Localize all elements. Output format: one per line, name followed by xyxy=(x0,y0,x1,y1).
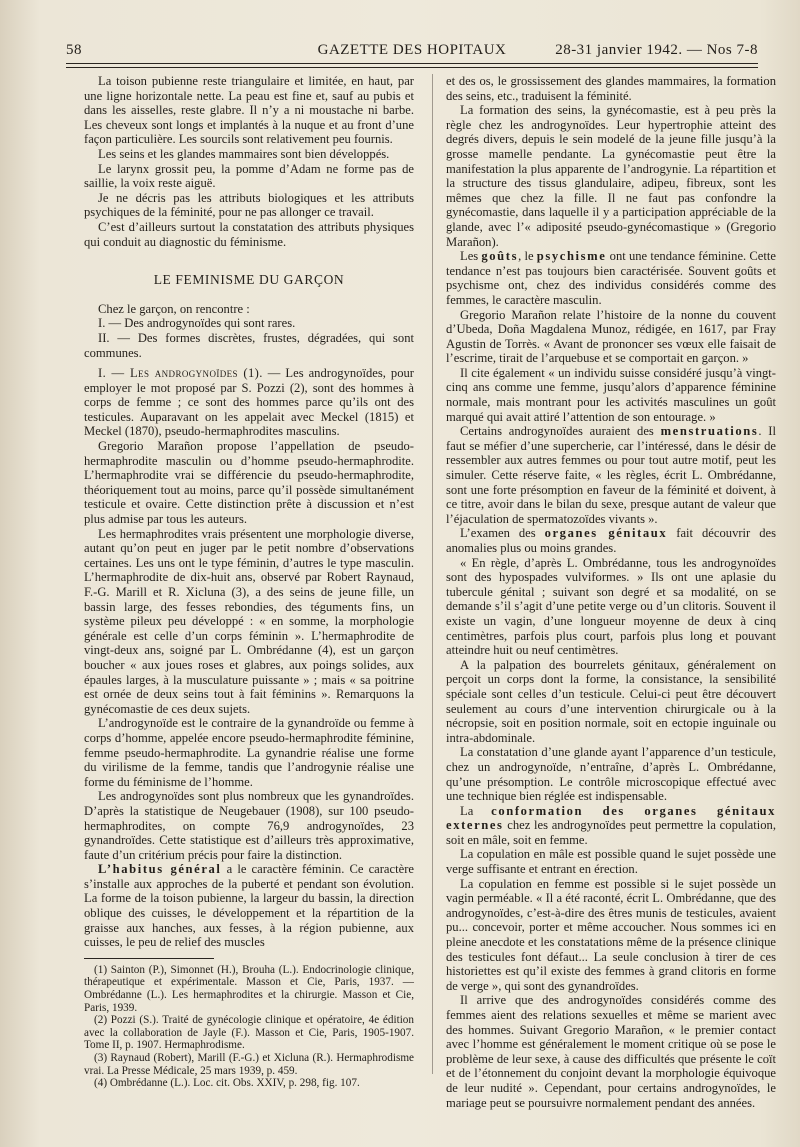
paragraph: « En règle, d’après L. Ombrédanne, tous les androgynoïdes sont des hypospades vulviformes. » Ils ont une aplasie du tubercule génital ; suivant son degré et sa modalité, on se demande s’il s’agit d’une petite verge ou d’un clitoris. Souvent il existe un vagin, d’une longueur moyenne de deux à cinq centimètres, parfois plus court, parfois plus long et pouvant atteindre huit ou neuf centimètres. xyxy=(446,555,776,658)
paragraph: Chez le garçon, on rencontre : xyxy=(98,301,250,316)
issue-date: 28-31 janvier 1942. — Nos 7-8 xyxy=(555,42,758,58)
paragraph-text: Certains androgynoïdes auraient des xyxy=(460,424,661,439)
paragraph: A la palpation des bourrelets génitaux, généralement on perçoit un corps dont la forme, la consistance, la sensibilité spéciale sont celles d’un testicule. Celui-ci peut être découvert seulement au cours d’une intervention chirurgicale ou à la nécropsie, soit en position normale, soit en ectopie inguinale ou intra-abdominale. xyxy=(446,657,776,745)
paragraph xyxy=(446,424,776,526)
page-number: 58 xyxy=(66,42,82,58)
term-label: menstruations xyxy=(660,424,759,439)
paragraph-text: Les xyxy=(460,249,482,264)
paragraph xyxy=(446,526,776,555)
paragraph: Les androgynoïdes sont plus nombreux que les gynandroïdes. D’après la statistique de Neugebauer (1908), sur 100 pseudo-hermaphrodites, on compte 76,9 androgynoïdes, 23 gynandroïdes. Cette statistique est d’ailleurs très approximative, faute d’un critérium précis pour faire la distinction. xyxy=(84,789,414,862)
right-column xyxy=(446,74,776,1110)
subsection-text: — Les androgynoïdes, pour employer le mot proposé par S. Pozzi (2), sont des hommes à corps de femme ; ce sont des hommes parce qu’ils ont des testicules. Auparavant on les appelait avec Meckel (1815) et Meckel (1870), pseudo-hermaphrodites masculins. xyxy=(84,366,414,439)
paragraph: La formation des seins, la gynécomastie, est à peu près la règle chez les androgynoïdes. Leur hypertrophie atteint des degrés divers, depuis le sein modelé de la jeune fille jusqu’à la grosse mamelle pendante. La gynécomastie peut être la manifestation la plus apparente de l’androgynie. La répartition et la structure des tissus glandulaire, adipeu, fibreux, sont les mêmes que chez la fille. Il ne faut pas confondre la gynécomastie, dans laquelle il y a participation appréciable de la glande, avec l’« adiposité pseudo-gynécomastique » (Gregorio Marañon). xyxy=(446,103,776,249)
paragraph: et des os, le grossissement des glandes mammaires, la formation des seins, etc., traduisent la féminité. xyxy=(446,74,776,103)
paragraph: La toison pubienne reste triangulaire et limitée, en haut, par une ligne horizontale nette. La peau est fine et, sauf au pubis et dans les aisselles, reste glabre. Il n’y a ni moustache ni barbe. Les cheveux sont longs et implantés à la nuque et au front d’une façon particulière. Les sourcils sont relativement peu fournis. xyxy=(84,74,414,147)
paragraph: La copulation en femme est possible si le sujet possède un vagin perméable. « Il a été raconté, écrit L. Ombrédanne, que des androgynoïdes, c’est-à-dire des êtres munis de testicules, avaient pu... concevoir, porter et même accoucher. Nous sommes ici en pleine anecdote et les constatations même de la présence clinique des testicules font défaut... La seule conclusion à tirer de ces historiettes est qu’il existe des femmes à grand clitoris en forme de verge », qui sont des gynandroïdes. xyxy=(446,876,776,993)
footnote: (3) Raynaud (Robert), Marill (F.-G.) et Xicluna (R.). Hermaphrodisme vrai. La Presse Médicale, 25 mars 1939, p. 459. xyxy=(84,1052,414,1077)
footnotes xyxy=(84,964,414,1090)
subsection-label: I. — Les androgynoïdes (1). xyxy=(98,366,263,381)
column-divider xyxy=(432,74,433,1074)
paragraph-text: , le xyxy=(518,249,537,264)
running-header xyxy=(66,38,758,62)
paragraph: Gregorio Marañon relate l’histoire de la nonne du couvent d’Ubeda, Doña Magdalena Munoz, rédigée, en 1617, par Fray Agustin de Torrès. « Avant de prononcer ses vœux elle faisait de l’escrime, tirait de l’arquebuse et se comportait en garçon. » xyxy=(446,307,776,366)
journal-title: GAZETTE DES HOPITAUX xyxy=(317,42,507,58)
paragraph: Les hermaphrodites vrais présentent une morphologie diverse, autant qu’on peut en juger par le petit nombre d’observations certaines. Les uns ont le type féminin, d’autres le type masculin. L’hermaphrodite de dix-huit ans, observé par Robert Raynaud, F.-G. Marill et R. Xicluna (3), a des seins de jeune fille, un bassin large, des fesses rebondies, des téguments fins, un système pileux peu développé : « en somme, la morphologie générale est celle d’un corps féminin ». L’hermaphrodite de vingt-deux ans, soigné par L. Ombrédanne (4), est un garçon boucher « aux joues roses et glabres, aux poings solides, aux épaules larges, à la musculature puissante » ; mais « sa poitrine est ornée de deux seins tout à fait féminins ». Remarquons la gynécomastie de ces deux sujets. xyxy=(84,526,414,716)
paragraph xyxy=(84,366,414,439)
paragraph: Les seins et les glandes mammaires sont bien développés. xyxy=(98,146,390,161)
paragraph: Gregorio Marañon propose l’appellation de pseudo-hermaphrodite masculin ou d’homme pseudo-hermaphrodite. L’hermaphrodite vrai se différencie du pseudo-hermaphrodite, théoriquement tout au moins, parce qu’il possède simultanément testicule et ovaire. Cette distinction prête à discussion et n’est plus admise par tous les auteurs. xyxy=(84,439,414,527)
paragraph xyxy=(446,804,776,848)
paragraph: Je ne décris pas les attributs biologiques et les attributs psychiques de la féminité, pour ne pas allonger ce travail. xyxy=(84,190,414,220)
term-label: organes génitaux xyxy=(544,526,668,541)
paragraph-text: . Il faut se méfier d’une supercherie, car l’intéressé, dans le désir de ressembler aux autres femmes ou pour tout autre motif, peut les simuler. Cette réserve faite, « les règles, écrit L. Ombrédanne, sont une forte présomption en faveur de la féminité et doivent, à ce titre, avoir dans le bilan du sexe, presque autant de valeur que l’éjaculation de spermatozoïdes vivants ». xyxy=(446,424,776,526)
paragraph-text: ont une tendance féminine. Cette tendance n’est pas toujours bien caractérisée. Souvent goûts et psychisme ont, chez des individus considérés comme des femmes, le caractère masculin. xyxy=(446,249,776,307)
footnote: (1) Sainton (P.), Simonnet (H.), Brouha (L.). Endocrinologie clinique, thérapeutique et expérimentale. Masson et Cie, Paris, 1937. — Ombrédanne (L.). Les hermaphrodites et la chirurgie. Masson et Cie, Paris, 1939. xyxy=(84,963,414,1014)
paragraph-text: L’examen des xyxy=(460,526,545,541)
footnote-rule xyxy=(84,958,214,959)
paragraph-text: La xyxy=(460,803,492,818)
paragraph-text: fait découvrir des anomalies plus ou moins grandes. xyxy=(446,526,776,555)
left-column xyxy=(84,74,414,1090)
paragraph: La constatation d’une glande ayant l’apparence d’un testicule, chez un androgynoïde, n’entraîne, d’après L. Ombrédanne, qu’une présomption. Le contrôle microscopique effectué avec une technique bien réglée est indispensable. xyxy=(446,745,776,804)
term-label: goûts xyxy=(481,249,519,264)
paragraph xyxy=(84,862,414,950)
paragraph: L’androgynoïde est le contraire de la gynandroïde ou femme à corps d’homme, appelée encore pseudo-hermaphrodite féminine, femme pseudo-hermaphrodite. La gynandrie réalise une forme du virilisme de la femme, tandis que l’androgynie réalise une forme du féminisme de l’homme. xyxy=(84,716,414,789)
paragraph xyxy=(446,249,776,307)
header-rule-thick xyxy=(66,63,758,64)
paragraph: II. — Des formes discrètes, frustes, dégradées, qui sont communes. xyxy=(84,330,414,360)
paragraph: La copulation en mâle est possible quand le sujet possède une verge suffisante et entrant en érection. xyxy=(446,847,776,877)
paragraph: Le larynx grossit peu, la pomme d’Adam ne forme pas de saillie, la voix reste aiguë. xyxy=(84,161,414,191)
term-label: psychisme xyxy=(536,249,607,264)
header-rule-thin xyxy=(66,67,758,68)
paragraph: I. — Des androgynoïdes qui sont rares. xyxy=(98,316,296,331)
paragraph: Il arrive que des androgynoïdes considérés comme des femmes aient des relations sexuelles et même se marient avec des hommes. Suivant Gregorio Marañon, « le premier contact avec l’homme est généralement le moment critique où se pose le problème de leur sexe, à cause des difficultés que présente le coït et de l’étonnement du conjoint devant la morphologie équivoque de leur nudité ». Cependant, pour certains androgynoïdes, le mariage peut se poursuivre normalement pendant des années. xyxy=(446,993,776,1110)
paragraph-text: chez les androgynoïdes peut permettre la copulation, soit en mâle, soit en femme. xyxy=(446,818,776,847)
paragraph: Il cite également « un individu suisse considéré jusqu’à vingt-cinq ans comme une femme, jusqu’alors d’apparence féminine normale, mais montrant pour les activités masculines un goût marqué qui avait attiré l’attention de son entourage. » xyxy=(446,365,776,424)
paragraph-text: a le caractère féminin. Ce caractère s’installe aux approches de la puberté et pendant son évolution. La forme de la toison pubienne, la largeur du bassin, la direction oblique des cuisses, le développement et la répartition de la graisse aux hanches, aux fesses, à la région pubienne, aux cuisses, le peu de relief des muscles xyxy=(84,862,414,950)
paragraph: C’est d’ailleurs surtout la constatation des attributs physiques qui conduit au diagnostic du féminisme. xyxy=(84,219,414,249)
term-label: conformation des organes génitaux externes xyxy=(446,803,776,833)
term-label: L’habitus général xyxy=(98,862,222,877)
footnote: (2) Pozzi (S.). Traité de gynécologie clinique et opératoire, 4e édition avec la collaboration de Jayle (F.). Masson et Cie, Paris, 1905-1907. Tome II, p. 1907. Hermaphrodisme. xyxy=(84,1014,414,1052)
footnote: (4) Ombrédanne (L.). Loc. cit. Obs. XXIV, p. 298, fig. 107. xyxy=(94,1077,360,1090)
section-heading: LE FEMINISME DU GARÇON xyxy=(153,272,345,288)
